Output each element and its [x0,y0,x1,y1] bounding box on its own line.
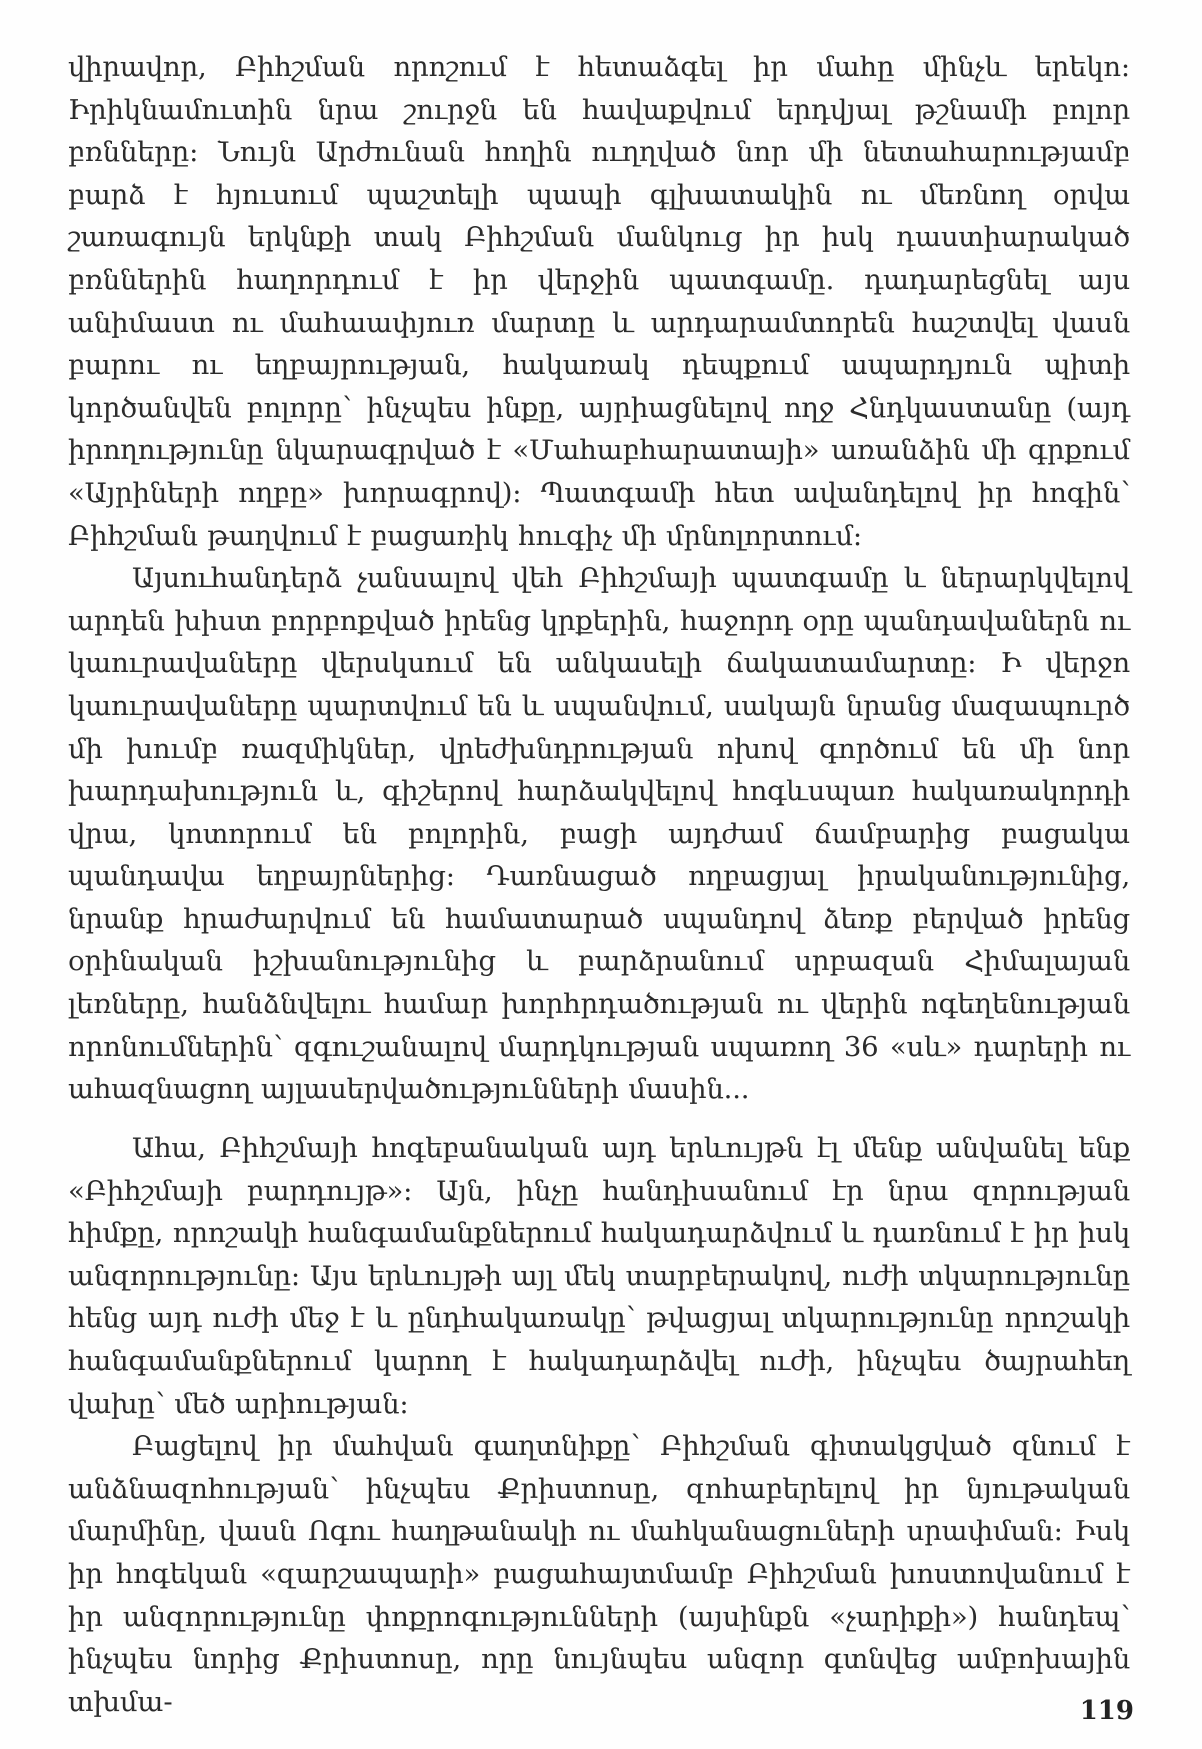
paragraph-3: Ահա, Բիհշմայի հոգեբանական այդ երևույթն էլ մենք անվանել ենք «Բիհշմայի բարդույթ»: Այն, ինչը հանդիսանում էր նրա զորության հիմքը, որոշակի հանգամանքներում հակադարձվում և դառնում է իր իսկ անզորությունը: Այս երևույթի այլ մեկ տարբերակով, ուժի տկարությունը հենց այդ ուժի մեջ է և ընդհակառակը՝ թվացյալ տկարությունը որոշակի հանգամանքներում կարող է հակադարձվել ուժի, ինչպես ծայրահեղ վախը՝ մեծ արիության: [68,1132,1130,1420]
text-block-bottom [68,1127,1130,1723]
page-number: 119 [1079,1696,1134,1726]
paragraph-2: Այսուհանդերձ չանսալով վեհ Բիհշմայի պատգամը և ներարկվելով արդեն խիստ բորբոքված իրենց կրքերին, հաջորդ օրը պանդավաներն ու կաուրավաները վերսկսում են անկասելի ճակատամարտը: Ի վերջո կաուրավաները պարտվում են և սպանվում, սակայն նրանց մազապուրծ մի խումբ ռազմիկներ, վրեժխնդրության ոխով գործում են մի նոր խարդախություն և, գիշերով հարձակվելով հոգևսպառ հակառակորդի վրա, կոտորում են բոլորին, բացի այդժամ ճամբարից բացակա պանդավա եղբայրներից: Դառնացած ողբացյալ իրականությունից, նրանք հրաժարվում են համատարած սպանդով ձեռք բերված իրենց օրինական իշխանությունից և բարձրանում սրբազան Հիմալայան լեռները, հանձնվելու համար խորհրդածության ու վերին ոգեղենության որոնումներին՝ զգուշանալով մարդկության սպառող 36 «սև» դարերի ու ահազնացող այլասերվածությունների մասին... [68,562,1130,1106]
paragraph-1: վիրավոր, Բիհշման որոշում է հետաձգել իր մահը մինչև երեկո: Իրիկնամուտին նրա շուրջն են հավաքվում երդվյալ թշնամի բոլոր բռնները: Նույն Արժունան հողին ուղղված նոր մի նետահարությամբ բարձ է հյուսում պաշտելի պապի գլխատակին ու մեռնող օրվա շառագույն երկնքի տակ Բիհշման մանկուց իր իսկ դաստիարակած բռններին հաղորդում է իր վերջին պատգամը. դադարեցնել այս անիմաստ ու մահաափյուռ մարտը և արդարամտորեն հաշտվել վասն բարու ու եղբայրության, հակառակ դեպքում ապարդյուն պիտի կործանվեն բոլորը՝ ինչպես ինքը, այրիացնելով ողջ Հնդկաստանը (այդ իրողությունը նկարագրված է «Մահաբհարատայի» առանձին մի գրքում «Այրիների ողբը» խորագրով): Պատգամի հետ ավանդելով իր հոգին՝ Բիհշման թաղվում է բացառիկ հուգիչ մի մրնոլորտում: [68,51,1130,552]
paragraph-4: Բացելով իր մահվան գաղտնիքը՝ Բիհշման գիտակցված զնում է անձնազոհության՝ ինչպես Քրիստոսը, զոհաբերելով իր նյութական մարմինը, վասն Ոգու հաղթանակի ու մահկանացուների սրափման: Իսկ իր հոգեկան «զարշապարի» բացահայտմամբ Բիհշման խոստովանում է իր անզորությունը փոքրոգությունների (այսինքն «չարիքի») հանդեպ՝ ինչպես նորից Քրիստոսը, որը նույնպես անզոր գտնվեց ամբոխային տխմա- [68,1430,1130,1718]
text-block-top [68,46,1130,1111]
